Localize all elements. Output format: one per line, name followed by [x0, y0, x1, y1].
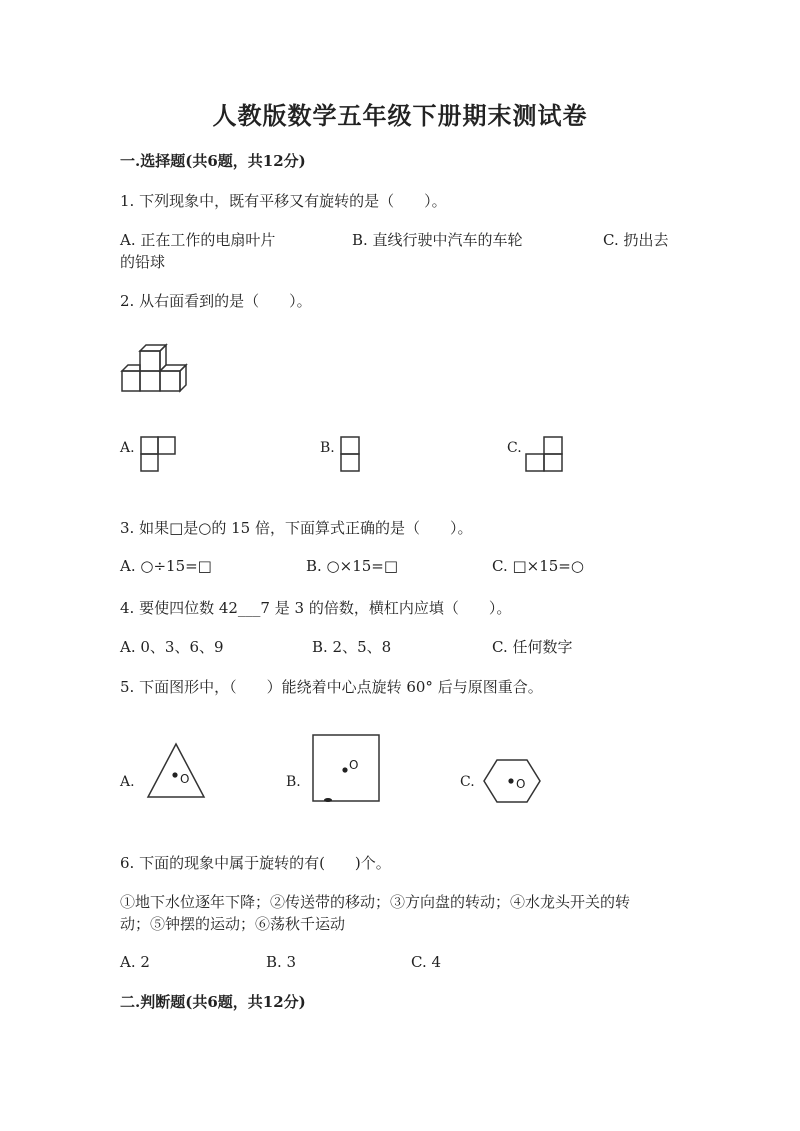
question-5-option-c-label: C.	[460, 774, 475, 790]
triangle-figure-icon	[146, 742, 206, 800]
question-3-option-a: A. ○÷15=□	[120, 557, 212, 575]
question-5-option-a-label: A.	[120, 774, 135, 790]
section-heading-judgment: 二.判断题(共6题，共12分)	[120, 993, 306, 1011]
question-4-option-c: C. 任何数字	[492, 638, 573, 656]
hexagon-center-mark: O	[516, 777, 526, 791]
question-3-stem: 3. 如果□是○的 15 倍，下面算式正确的是（ ）。	[120, 519, 473, 537]
page-title: 人教版数学五年级下册期末测试卷	[212, 101, 588, 130]
question-1-option-c: C. 扔出去	[603, 231, 669, 249]
question-5-stem: 5. 下面图形中，（ ）能绕着中心点旋转 60° 后与原图重合。	[120, 678, 543, 696]
hexagon-figure-icon	[482, 758, 542, 804]
question-6-option-c: C. 4	[411, 953, 442, 971]
question-1-stem: 1. 下列现象中，既有平移又有旋转的是（ ）。	[120, 192, 447, 210]
question-1-option-b: B. 直线行驶中汽车的车轮	[352, 231, 523, 249]
question-3-option-c: C. □×15=○	[492, 557, 584, 575]
l-shape-view-icon	[140, 436, 176, 472]
question-6-detail-line-2: 动；⑤钟摆的运动；⑥荡秋千运动	[120, 915, 346, 933]
question-6-stem: 6. 下面的现象中属于旋转的有( )个。	[120, 854, 391, 872]
cube-stack-figure	[122, 343, 186, 393]
question-4-option-b: B. 2、5、8	[312, 638, 392, 656]
stair-view-icon	[525, 436, 563, 472]
section-heading-choice: 一.选择题(共6题，共12分)	[120, 152, 306, 170]
question-2-option-c-label: C.	[507, 440, 522, 456]
triangle-center-mark: O	[180, 772, 190, 786]
question-6-option-b: B. 3	[266, 953, 297, 971]
question-2-stem: 2. 从右面看到的是（ ）。	[120, 292, 312, 310]
question-6-option-a: A. 2	[120, 953, 150, 971]
question-2-option-a-label: A.	[120, 440, 135, 456]
question-1-option-a: A. 正在工作的电扇叶片	[120, 231, 276, 249]
question-4-stem: 4. 要使四位数 42___7 是 3 的倍数，横杠内应填（ ）。	[120, 599, 512, 617]
question-3-option-b: B. ○×15=□	[306, 557, 399, 575]
question-4-option-a: A. 0、3、6、9	[120, 638, 224, 656]
question-2-option-b-label: B.	[320, 440, 335, 456]
square-center-mark: O	[349, 758, 359, 772]
two-square-column-view-icon	[340, 436, 360, 472]
question-1-option-c-continued: 的铅球	[120, 253, 166, 271]
question-6-detail-line-1: ①地下水位逐年下降；②传送带的移动；③方向盘的转动；④水龙头开关的转	[120, 893, 631, 911]
question-5-option-b-label: B.	[286, 774, 301, 790]
square-figure-icon	[312, 734, 380, 802]
